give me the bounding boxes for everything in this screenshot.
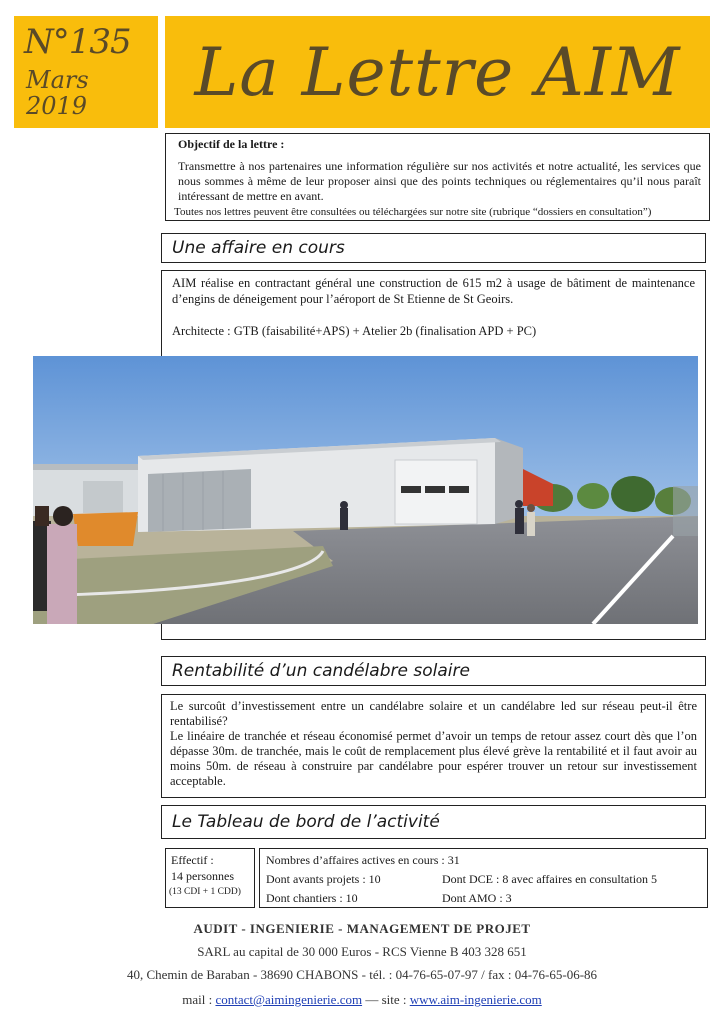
issue-year: 2019 bbox=[26, 92, 88, 120]
staff-label: Effectif : bbox=[171, 853, 214, 867]
mail-label: mail : bbox=[182, 992, 216, 1007]
activity-box bbox=[259, 848, 708, 908]
objective-body: Transmettre à nos partenaires une information régulière sur nos activités et notre actualité, les services que nous sommes à même de leur proposer ainsi que des points techniques ou réglementaires qu’il nous paraît intéressant de mettre en avant. bbox=[178, 159, 701, 203]
newsletter-title: La Lettre AIM bbox=[194, 34, 681, 111]
project-photo bbox=[33, 356, 698, 624]
amo-count: Dont AMO : 3 bbox=[442, 891, 512, 905]
footer-address: 40, Chemin de Baraban - 38690 CHABONS - tél. : 04-76-65-07-97 / fax : 04-76-65-06-86 bbox=[126, 967, 598, 982]
masthead bbox=[165, 16, 710, 128]
sites-count: Dont chantiers : 10 bbox=[266, 891, 358, 905]
objective-note: Toutes nos lettres peuvent être consultées ou téléchargées sur notre site (rubrique “dossiers en consultation”) bbox=[174, 206, 652, 218]
issue-number: N°135 bbox=[24, 22, 131, 62]
solar-question: Le surcoût d’investissement entre un candélabre solaire et un candélabre led sur réseau peut-il être rentabilisé? bbox=[170, 699, 697, 728]
footer-company: SARL au capital de 30 000 Euros - RCS Vienne B 403 328 651 bbox=[197, 944, 527, 959]
objective-heading: Objectif de la lettre : bbox=[178, 137, 285, 151]
activity-row-1 bbox=[266, 870, 701, 889]
footer-contact bbox=[0, 992, 724, 1008]
footer-tagline: AUDIT - INGENIERIE - MANAGEMENT DE PROJET bbox=[193, 921, 531, 936]
staff-count: 14 personnes bbox=[171, 869, 234, 883]
section-title-current-project: Une affaire en cours bbox=[161, 233, 706, 263]
dce-count: Dont DCE : 8 avec affaires en consultation 5 bbox=[442, 872, 658, 886]
solar-analysis: Le linéaire de tranchée et réseau économisé permet d’avoir un temps de retour assez court dès que l’on dépasse 30m. de tranchée, mais le coût de remplacement plus élevé grève la rentabilité et il faut avoir au moins 50m. de réseau à construire par candélabre pour espérer trouver un retour sur investissement acceptable. bbox=[170, 729, 697, 788]
project-architect: Architecte : GTB (faisabilité+APS) + Atelier 2b (finalisation APD + PC) bbox=[172, 324, 537, 338]
issue-month: Mars bbox=[26, 66, 89, 94]
email-link[interactable]: contact@aimingenierie.com bbox=[215, 992, 363, 1007]
active-cases: Nombres d’affaires actives en cours : 31 bbox=[266, 853, 460, 867]
section-title-solar-streetlight: Rentabilité d’un candélabre solaire bbox=[161, 656, 706, 686]
project-description: AIM réalise en contractant général une construction de 615 m2 à usage de bâtiment de maintenance d’engins de déneigement pour l’aéroport de St Etienne de St Geoirs. bbox=[172, 276, 695, 306]
section-title-dashboard: Le Tableau de bord de l’activité bbox=[161, 805, 706, 839]
activity-row-2 bbox=[266, 889, 701, 908]
site-label: — site : bbox=[362, 992, 410, 1007]
staff-detail: (13 CDI + 1 CDD) bbox=[169, 887, 241, 897]
objective-box bbox=[165, 133, 710, 221]
section-body-solar-streetlight bbox=[161, 694, 706, 798]
website-link[interactable]: www.aim-ingenierie.com bbox=[409, 992, 542, 1007]
issue-box bbox=[14, 16, 158, 128]
pre-projects: Dont avants projets : 10 bbox=[266, 872, 381, 886]
staff-box bbox=[165, 848, 255, 908]
